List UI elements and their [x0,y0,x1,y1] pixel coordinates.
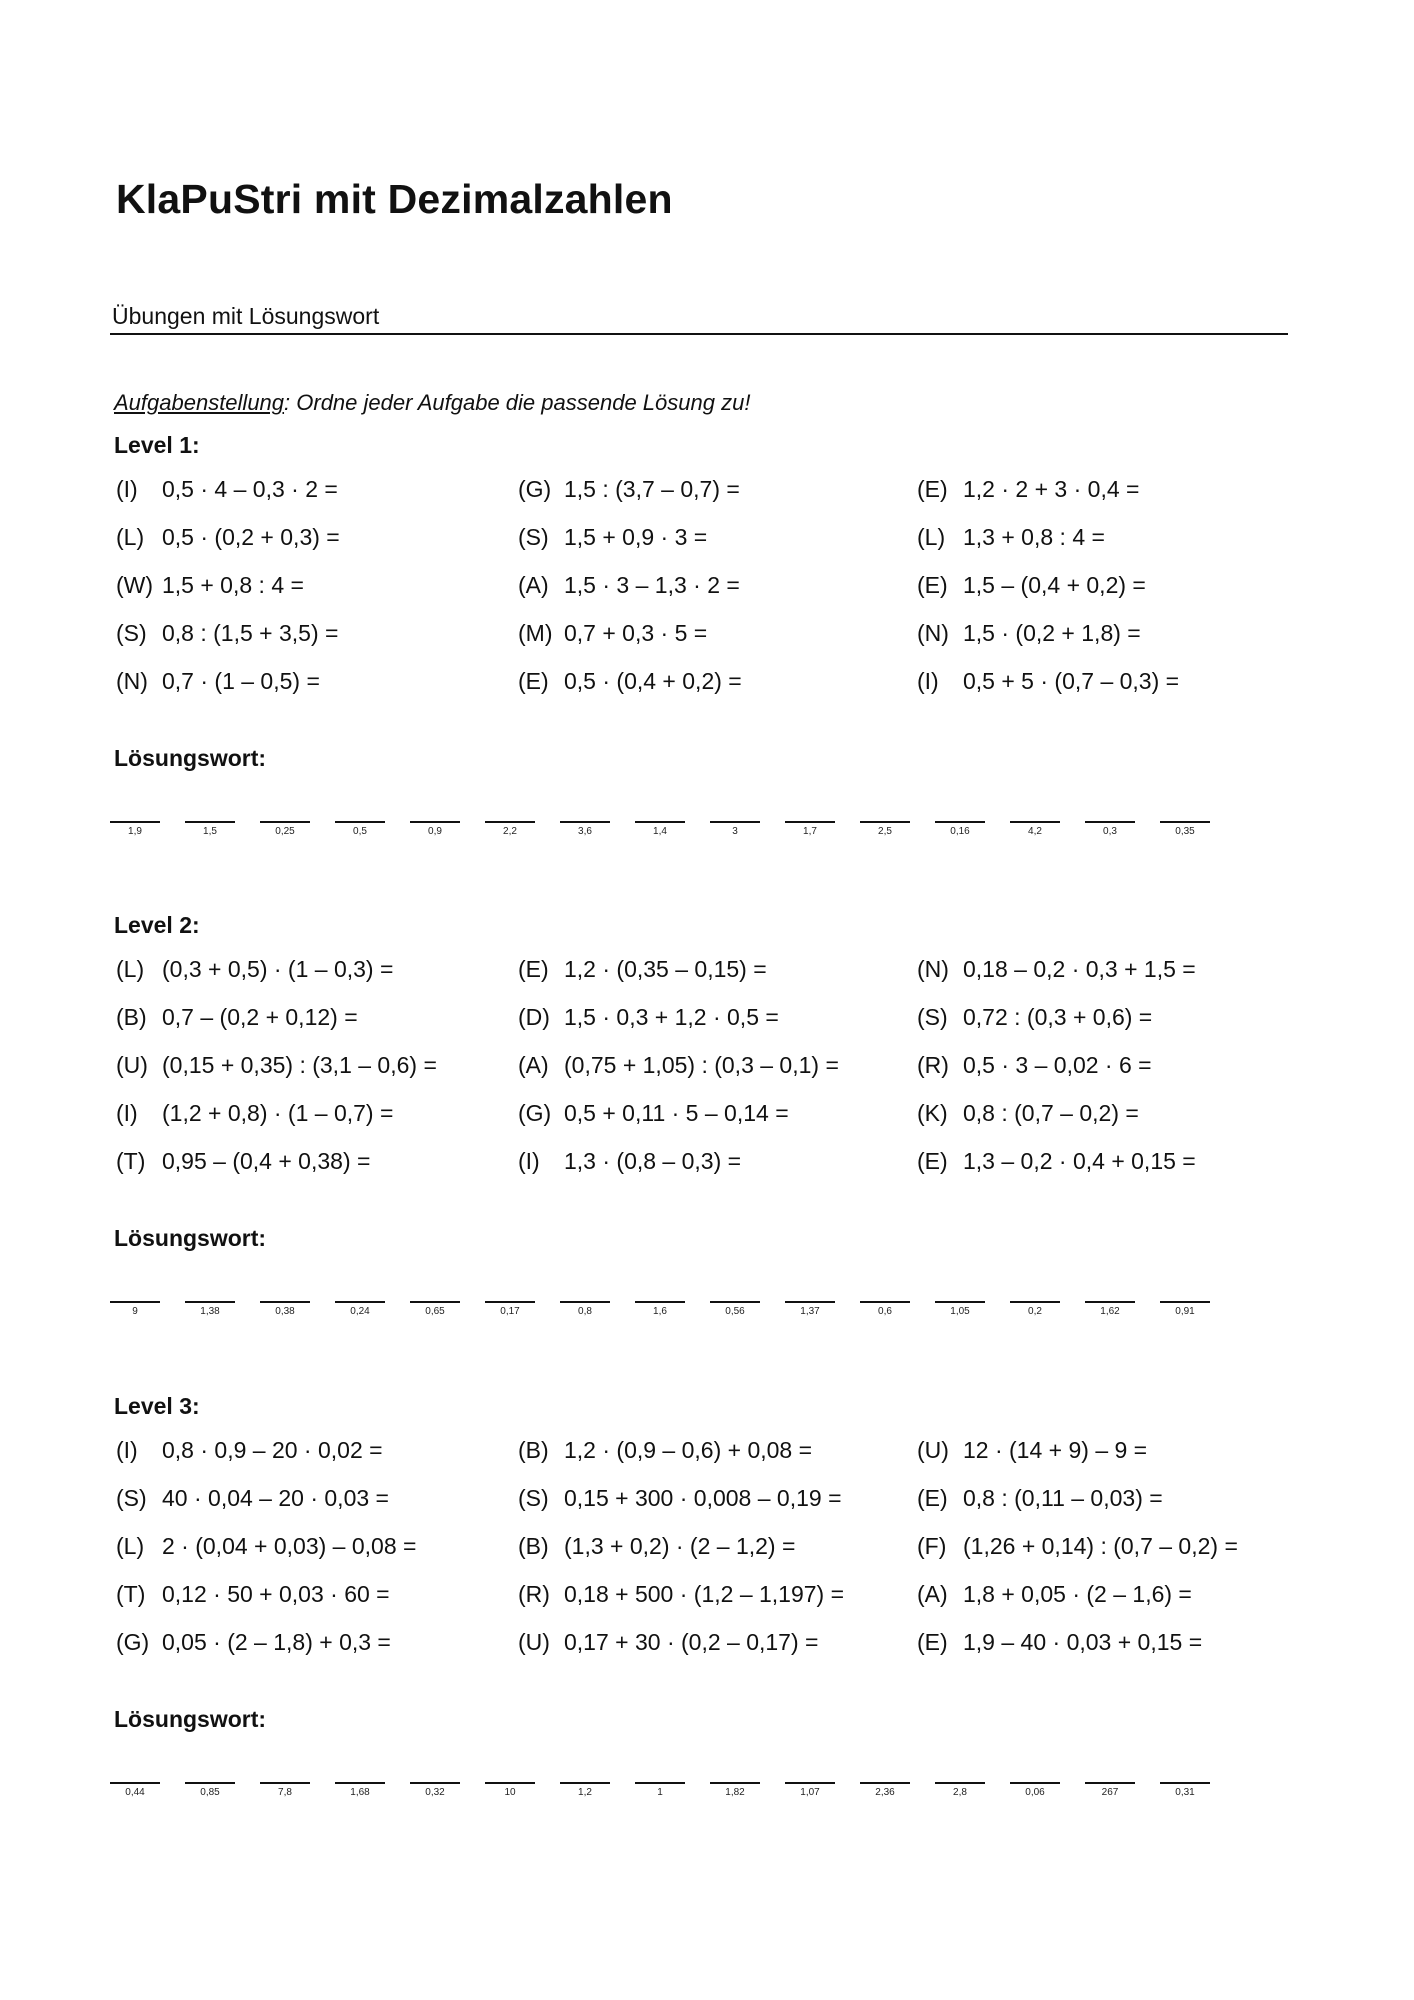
answer-blank[interactable] [335,821,385,823]
exercise-expression: 0,5 · 3 – 0,02 · 6 = [963,1052,1152,1078]
exercise-expression: 0,8 · 0,9 – 20 · 0,02 = [162,1437,383,1463]
exercise-letter: (S) [116,620,147,646]
answer-blank[interactable] [485,1782,535,1784]
exercise-expression: 1,3 + 0,8 : 4 = [963,524,1105,550]
exercise-expression: 1,5 · 3 – 1,3 · 2 = [564,572,740,598]
answer-blank[interactable] [860,1782,910,1784]
answer-blank[interactable] [560,821,610,823]
instruction-text: : Ordne jeder Aufgabe die passende Lösung zu! [284,390,751,415]
exercise-letter: (U) [917,1437,949,1463]
answer-value: 0,5 [353,826,367,837]
answer-value: 9 [132,1306,138,1317]
exercise-item [917,524,1105,551]
exercise-item [116,1052,437,1079]
exercise-item [116,1629,391,1656]
answer-value: 0,65 [425,1306,445,1317]
exercise-letter: (S) [917,1004,948,1030]
exercise-item [518,1485,842,1512]
subtitle-divider [110,333,1288,335]
exercise-letter: (G) [116,1629,150,1655]
answer-value: 1,4 [653,826,667,837]
answer-blank[interactable] [110,1782,160,1784]
answer-value: 1 [657,1787,663,1798]
answer-value: 0,38 [275,1306,295,1317]
exercise-letter: (I) [518,1148,540,1174]
answer-value: 3 [732,826,738,837]
exercise-item [518,1629,818,1656]
answer-blank[interactable] [860,821,910,823]
exercise-expression: 1,2 · (0,9 – 0,6) + 0,08 = [564,1437,813,1463]
exercise-item [917,1485,1163,1512]
answer-blank[interactable] [935,1782,985,1784]
answer-blank[interactable] [335,1301,385,1303]
answer-blank[interactable] [1160,1301,1210,1303]
exercise-item [917,620,1141,647]
page-title: KlaPuStri mit Dezimalzahlen [116,176,673,222]
exercise-expression: 12 · (14 + 9) – 9 = [963,1437,1148,1463]
exercise-item [917,476,1139,503]
exercise-expression: 0,5 + 5 · (0,7 – 0,3) = [963,668,1180,694]
exercise-item [518,1533,795,1560]
answer-blank[interactable] [710,1301,760,1303]
answer-value: 0,9 [428,826,442,837]
answer-blank[interactable] [935,821,985,823]
exercise-item [116,1581,390,1608]
exercise-letter: (L) [116,956,145,982]
exercise-item [518,1052,839,1079]
answer-value: 0,3 [1103,826,1117,837]
answer-blank[interactable] [260,821,310,823]
answer-blank[interactable] [185,821,235,823]
exercise-expression: 0,5 · 4 – 0,3 · 2 = [162,476,338,502]
answer-blank[interactable] [935,1301,985,1303]
exercise-expression: (1,3 + 0,2) · (2 – 1,2) = [564,1533,796,1559]
exercise-item [116,524,340,551]
answer-blank[interactable] [710,821,760,823]
exercise-expression: 0,8 : (0,11 – 0,03) = [963,1485,1163,1511]
exercise-item [518,668,742,695]
answer-blank[interactable] [635,1782,685,1784]
exercise-letter: (R) [917,1052,949,1078]
exercise-item [917,1581,1192,1608]
answer-blank[interactable] [410,1782,460,1784]
exercise-letter: (L) [116,1533,145,1559]
exercise-item [116,956,393,983]
exercise-expression: 0,5 · (0,2 + 0,3) = [162,524,340,550]
answer-value: 0,35 [1175,826,1195,837]
exercise-expression: 0,15 + 300 · 0,008 – 0,19 = [564,1485,842,1511]
exercise-letter: (S) [116,1485,147,1511]
answer-blank[interactable] [485,821,535,823]
answer-value: 1,62 [1100,1306,1120,1317]
exercise-item [518,572,740,599]
page-subtitle: Übungen mit Lösungswort [112,303,380,329]
answer-blank[interactable] [560,1301,610,1303]
exercise-item [518,956,767,983]
solution-word-label: Lösungswort: [114,1706,267,1732]
exercise-expression: 1,5 + 0,8 : 4 = [162,572,304,598]
exercise-letter: (N) [917,956,949,982]
exercise-letter: (F) [917,1533,947,1559]
exercise-expression: 0,5 + 0,11 · 5 – 0,14 = [564,1100,789,1126]
exercise-letter: (M) [518,620,553,646]
exercise-expression: 1,9 – 40 · 0,03 + 0,15 = [963,1629,1203,1655]
exercise-letter: (I) [917,668,939,694]
solution-word-label: Lösungswort: [114,1225,267,1251]
answer-value: 1,9 [128,826,142,837]
answer-value: 0,32 [425,1787,445,1798]
answer-blank[interactable] [1160,1782,1210,1784]
exercise-letter: (E) [917,572,948,598]
answer-blank[interactable] [335,1782,385,1784]
exercise-item [518,620,707,647]
exercise-item [116,1485,389,1512]
answer-blank[interactable] [1010,821,1060,823]
exercise-expression: 1,5 · 0,3 + 1,2 · 0,5 = [564,1004,779,1030]
answer-value: 1,37 [800,1306,820,1317]
exercise-expression: (0,75 + 1,05) : (0,3 – 0,1) = [564,1052,839,1078]
exercise-letter: (W) [116,572,154,598]
level-title: Level 2: [114,912,200,938]
exercise-item [116,1437,383,1464]
exercise-letter: (I) [116,476,138,502]
answer-blank[interactable] [410,1301,460,1303]
exercise-letter: (G) [518,1100,552,1126]
answer-value: 1,2 [578,1787,592,1798]
exercise-item [116,1004,358,1031]
exercise-letter: (B) [116,1004,147,1030]
answer-value: 0,85 [200,1787,220,1798]
answer-value: 1,7 [803,826,817,837]
exercise-letter: (K) [917,1100,948,1126]
answer-blank[interactable] [860,1301,910,1303]
answer-blank[interactable] [635,1301,685,1303]
exercise-letter: (R) [518,1581,550,1607]
exercise-letter: (E) [518,668,549,694]
exercise-letter: (T) [116,1581,146,1607]
exercise-item [518,1004,779,1031]
exercise-letter: (E) [917,476,948,502]
answer-blank[interactable] [110,821,160,823]
exercise-letter: (E) [518,956,549,982]
exercise-expression: 0,7 · (1 – 0,5) = [162,668,320,694]
answer-blank[interactable] [1010,1782,1060,1784]
solution-word-label: Lösungswort: [114,745,267,771]
answer-value: 0,56 [725,1306,745,1317]
exercise-item [917,572,1146,599]
exercise-expression: (1,26 + 0,14) : (0,7 – 0,2) = [963,1533,1238,1559]
exercise-item [917,1100,1139,1127]
answer-value: 0,91 [1175,1306,1195,1317]
answer-value: 0,25 [275,826,295,837]
answer-blank[interactable] [785,1782,835,1784]
answer-value: 0,2 [1028,1306,1042,1317]
exercise-letter: (A) [518,572,549,598]
level-title: Level 3: [114,1393,200,1419]
exercise-item [518,1100,789,1127]
answer-blank[interactable] [710,1782,760,1784]
answer-value: 4,2 [1028,826,1042,837]
exercise-expression: 0,12 · 50 + 0,03 · 60 = [162,1581,390,1607]
answer-value: 2,8 [953,1787,967,1798]
exercise-letter: (E) [917,1485,948,1511]
exercise-expression: 0,05 · (2 – 1,8) + 0,3 = [162,1629,391,1655]
answer-blank[interactable] [485,1301,535,1303]
exercise-letter: (E) [917,1629,948,1655]
exercise-expression: 0,8 : (0,7 – 0,2) = [963,1100,1139,1126]
answer-value: 2,36 [875,1787,895,1798]
exercise-expression: 0,8 : (1,5 + 3,5) = [162,620,339,646]
exercise-expression: 1,2 · (0,35 – 0,15) = [564,956,767,982]
answer-value: 1,07 [800,1787,820,1798]
exercise-item [116,620,338,647]
answer-value: 267 [1101,1787,1119,1798]
answer-blank[interactable] [635,821,685,823]
exercise-expression: (1,2 + 0,8) · (1 – 0,7) = [162,1100,394,1126]
answer-value: 7,8 [278,1787,292,1798]
exercise-expression: 0,5 · (0,4 + 0,2) = [564,668,742,694]
exercise-expression: 1,3 · (0,8 – 0,3) = [564,1148,742,1174]
answer-value: 1,82 [725,1787,745,1798]
exercise-item [116,476,338,503]
answer-value: 0,44 [125,1787,145,1798]
answer-blank[interactable] [260,1782,310,1784]
instruction [114,390,750,416]
answer-value: 0,6 [878,1306,892,1317]
answer-blank[interactable] [1010,1301,1060,1303]
answer-blank[interactable] [1085,821,1135,823]
exercise-letter: (L) [116,524,145,550]
exercise-item [917,668,1179,695]
answer-value: 0,17 [500,1306,520,1317]
exercise-expression: 0,7 + 0,3 · 5 = [564,620,708,646]
answer-blank[interactable] [785,1301,835,1303]
exercise-letter: (E) [917,1148,948,1174]
exercise-expression: (0,3 + 0,5) · (1 – 0,3) = [162,956,394,982]
exercise-item [917,1533,1238,1560]
answer-blank[interactable] [185,1782,235,1784]
exercise-letter: (A) [917,1581,948,1607]
exercise-letter: (L) [917,524,946,550]
answer-value: 1,38 [200,1306,220,1317]
answer-value: 3,6 [578,826,592,837]
exercise-expression: 0,72 : (0,3 + 0,6) = [963,1004,1153,1030]
exercise-item [116,668,320,695]
exercise-item [917,1437,1147,1464]
answer-value: 0,8 [578,1306,592,1317]
answer-value: 1,05 [950,1306,970,1317]
exercise-item [917,956,1196,983]
exercise-expression: (0,15 + 0,35) : (3,1 – 0,6) = [162,1052,437,1078]
exercise-letter: (T) [116,1148,146,1174]
exercise-letter: (I) [116,1100,138,1126]
exercise-letter: (U) [116,1052,148,1078]
answer-value: 0,06 [1025,1787,1045,1798]
answer-blank[interactable] [785,821,835,823]
answer-value: 1,5 [203,826,217,837]
answer-blank[interactable] [1085,1782,1135,1784]
exercise-item [518,476,740,503]
exercise-letter: (U) [518,1629,550,1655]
answer-blank[interactable] [185,1301,235,1303]
answer-value: 0,16 [950,826,970,837]
answer-blank[interactable] [560,1782,610,1784]
exercise-letter: (N) [917,620,949,646]
exercise-item [917,1148,1196,1175]
exercise-item [917,1004,1152,1031]
exercise-expression: 0,18 + 500 · (1,2 – 1,197) = [564,1581,845,1607]
answer-value: 1,68 [350,1787,370,1798]
answer-value: 0,31 [1175,1787,1195,1798]
exercise-expression: 1,8 + 0,05 · (2 – 1,6) = [963,1581,1192,1607]
exercise-expression: 40 · 0,04 – 20 · 0,03 = [162,1485,389,1511]
answer-value: 1,6 [653,1306,667,1317]
exercise-item [116,1148,370,1175]
exercise-expression: 0,18 – 0,2 · 0,3 + 1,5 = [963,956,1196,982]
exercise-item [917,1629,1202,1656]
exercise-expression: 1,5 · (0,2 + 1,8) = [963,620,1141,646]
exercise-expression: 2 · (0,04 + 0,03) – 0,08 = [162,1533,417,1559]
exercise-expression: 1,3 – 0,2 · 0,4 + 0,15 = [963,1148,1196,1174]
exercise-item [116,1100,393,1127]
level-title: Level 1: [114,432,200,458]
answer-value: 0,24 [350,1306,370,1317]
exercise-expression: 0,95 – (0,4 + 0,38) = [162,1148,371,1174]
exercise-expression: 1,5 : (3,7 – 0,7) = [564,476,740,502]
answer-blank[interactable] [1085,1301,1135,1303]
answer-blank[interactable] [110,1301,160,1303]
exercise-letter: (B) [518,1437,549,1463]
exercise-expression: 0,7 – (0,2 + 0,12) = [162,1004,358,1030]
exercise-item [518,1437,812,1464]
instruction-label: Aufgabenstellung [114,390,285,415]
exercise-letter: (A) [518,1052,549,1078]
exercise-letter: (G) [518,476,552,502]
exercise-letter: (B) [518,1533,549,1559]
exercise-expression: 1,5 + 0,9 · 3 = [564,524,708,550]
exercise-item [917,1052,1152,1079]
exercise-letter: (S) [518,1485,549,1511]
exercise-letter: (N) [116,668,148,694]
answer-value: 10 [504,1787,516,1798]
exercise-expression: 1,2 · 2 + 3 · 0,4 = [963,476,1140,502]
exercise-expression: 1,5 – (0,4 + 0,2) = [963,572,1146,598]
exercise-item [518,1148,741,1175]
exercise-item [116,1533,416,1560]
exercise-letter: (D) [518,1004,550,1030]
answer-blank[interactable] [410,821,460,823]
exercise-item [518,524,707,551]
exercise-expression: 0,17 + 30 · (0,2 – 0,17) = [564,1629,819,1655]
answer-value: 2,2 [503,826,517,837]
answer-blank[interactable] [1160,821,1210,823]
exercise-letter: (S) [518,524,549,550]
exercise-item [116,572,304,599]
answer-value: 2,5 [878,826,892,837]
exercise-item [518,1581,844,1608]
answer-blank[interactable] [260,1301,310,1303]
exercise-letter: (I) [116,1437,138,1463]
